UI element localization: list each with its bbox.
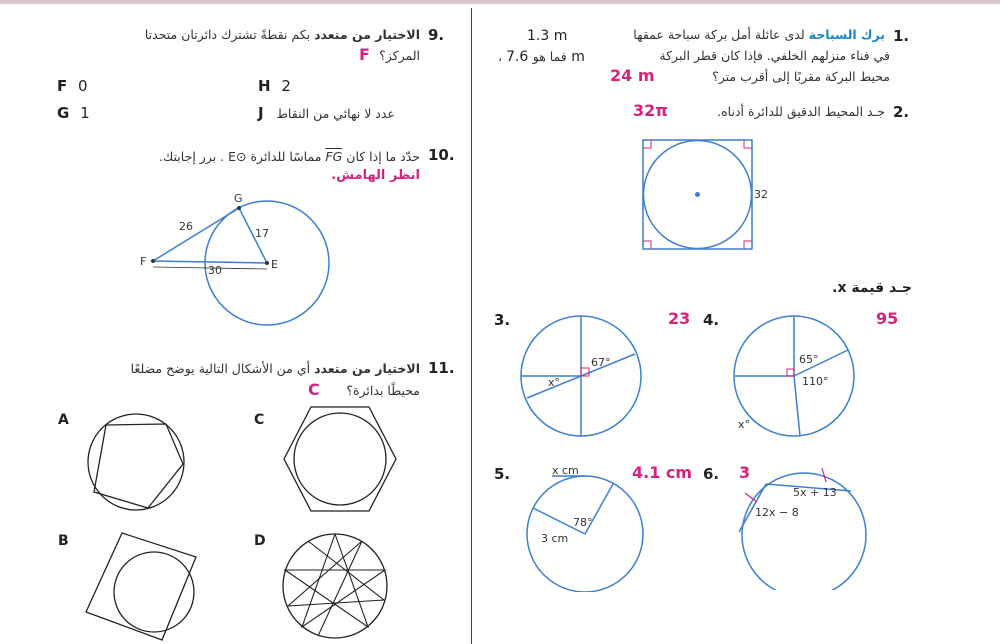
q6-tick-top <box>822 468 826 482</box>
q9-option-h-letter: H <box>258 77 271 95</box>
q5-answer: 4.1 cm <box>632 463 693 482</box>
q6-answer: 3 <box>739 463 751 482</box>
q6-chord2-label: 12x − 8 <box>755 506 799 519</box>
q10-label-fg: 26 <box>179 220 193 233</box>
q9-line1 <box>145 27 420 42</box>
q11-d-circle <box>283 534 387 638</box>
q1-diameter: 7.6 m <box>506 49 585 65</box>
q1-answer: 24 m <box>610 66 655 85</box>
q1-depth: 1.3 m <box>527 28 568 44</box>
q11-b-square <box>86 533 196 640</box>
top-border <box>0 0 1000 4</box>
q1-text1: لدى عائلة أمل بركة سباحة عمقها <box>633 27 805 42</box>
q10-label-fe: 30 <box>208 264 222 277</box>
q11-c-circle <box>294 413 386 505</box>
q1-line2 <box>659 48 890 63</box>
q2-center-point <box>695 192 700 197</box>
q6-chord1-label: 5x + 13 <box>793 486 837 499</box>
q11-figure-a[interactable] <box>82 408 192 518</box>
q11-option-b-letter[interactable]: B <box>58 533 69 549</box>
q9-option-j[interactable] <box>258 104 395 122</box>
q4-right-angle <box>787 369 794 376</box>
q9-label: الاختيار من متعدد <box>314 27 420 42</box>
q9-option-j-text: عدد لا نهائي من النقاط <box>276 106 395 121</box>
q10-text-b: مماسًا للدائرة <box>250 149 322 164</box>
q11-line1 <box>131 361 420 376</box>
q11-line2: محيطًا بدائرة؟ <box>346 383 420 398</box>
q11-text1: أي من الأشكال التالية يوضح مضلعًا <box>130 361 311 376</box>
q5-radius-label: 3 cm <box>541 532 569 545</box>
q11-figure-b[interactable] <box>82 528 202 644</box>
q10-segment: FG <box>325 149 343 164</box>
q9-option-h-text: 2 <box>281 77 291 95</box>
q4-lower-radius <box>794 376 800 436</box>
q9-answer: F <box>359 45 370 64</box>
q2-right-angle-br <box>744 241 752 249</box>
q2-right-angle-tl <box>643 140 651 148</box>
find-x-heading: جـد قيمة x. <box>832 280 912 296</box>
q11-d-star-2 <box>288 541 384 636</box>
q11-c-hexagon <box>284 407 396 511</box>
q11-option-c-letter[interactable]: C <box>254 412 265 428</box>
q9-option-f[interactable] <box>57 77 88 95</box>
q10-segment-fe <box>153 261 267 263</box>
q5-angle-label: 78° <box>573 516 593 529</box>
q9-option-h[interactable] <box>258 77 291 95</box>
q10-point-g <box>237 206 241 210</box>
q3-number: 3. <box>494 311 511 329</box>
q10-segment-fg <box>153 208 239 261</box>
q10-answer: انظر الهامش. <box>331 168 420 183</box>
q9-option-f-text: 0 <box>78 77 88 95</box>
q2-right-angle-bl <box>643 241 651 249</box>
q1-line1 <box>633 27 885 42</box>
q9-text1: بكم نقطةً تشترك دائرتان متحدتا <box>144 27 311 42</box>
q10-number: 10. <box>428 146 455 164</box>
q4-number: 4. <box>703 311 720 329</box>
q2-figure <box>636 134 776 254</box>
q11-figure-c[interactable] <box>280 403 400 518</box>
q9-line2: المركز؟ <box>379 48 420 63</box>
q10-label-e: E <box>271 258 278 271</box>
q2-side-label: 32 <box>754 188 768 201</box>
q2-right-angle-tr <box>744 140 752 148</box>
q11-option-a-letter[interactable]: A <box>58 412 69 428</box>
q4-answer: 95 <box>876 309 899 328</box>
q5-figure <box>515 462 655 592</box>
q10-line1 <box>159 149 420 164</box>
q4-figure <box>730 310 865 440</box>
q2-text: جـد المحيط الدقيق للدائرة أدناه. <box>717 104 885 119</box>
q5-top-label: x cm <box>552 464 579 477</box>
q10-label-g: G <box>234 192 243 205</box>
q1-text2: في فناء منزلهم الخلفي. فإذا كان قطر البركة <box>659 48 890 63</box>
q1-number: 1. <box>893 27 910 45</box>
q9-option-g[interactable] <box>57 104 90 122</box>
q9-option-f-letter: F <box>57 77 68 95</box>
q3-angle-label: 67° <box>591 356 611 369</box>
q2-number: 2. <box>893 103 910 121</box>
q2-answer: 32π <box>633 101 668 120</box>
column-divider <box>471 8 472 644</box>
q11-a-circle <box>88 414 184 510</box>
q5-number: 5. <box>494 465 511 483</box>
q11-answer: C <box>308 380 320 399</box>
q3-figure <box>518 310 648 440</box>
q3-x-label: x° <box>548 376 561 389</box>
q9-option-g-text: 1 <box>80 104 90 122</box>
q10-point-e <box>265 261 269 265</box>
q6-figure <box>735 460 870 590</box>
q9-option-j-letter: J <box>258 104 264 122</box>
q11-figure-d[interactable] <box>280 530 390 644</box>
q11-label: الاختيار من متعدد <box>314 361 420 376</box>
q11-number: 11. <box>428 359 455 377</box>
q4-x-label: x° <box>738 418 751 431</box>
q4-angle2-label: 110° <box>802 375 829 388</box>
q10-label-ge: 17 <box>255 227 269 240</box>
q10-text-a: حدّد ما إذا كان <box>346 149 420 164</box>
q1-text2b: ، فما هو <box>498 49 567 64</box>
q4-angle1-label: 65° <box>799 353 819 366</box>
q1-line2-left <box>498 49 585 65</box>
q1-line3: محيط البركة مقربًا إلى أقرب متر؟ <box>712 69 890 84</box>
q10-figure <box>135 186 335 331</box>
q9-option-g-letter: G <box>57 104 70 122</box>
q10-circle-symbol: ⊙E <box>228 149 247 164</box>
q9-number: 9. <box>428 26 445 44</box>
q1-title: برك السباحة <box>808 27 885 42</box>
q10-label-f: F <box>140 255 147 268</box>
q3-answer: 23 <box>668 309 691 328</box>
q11-option-d-letter[interactable]: D <box>254 533 266 549</box>
q6-number: 6. <box>703 465 720 483</box>
q10-point-f <box>151 259 155 263</box>
q10-text-c: . برر إجابتك. <box>159 149 225 164</box>
